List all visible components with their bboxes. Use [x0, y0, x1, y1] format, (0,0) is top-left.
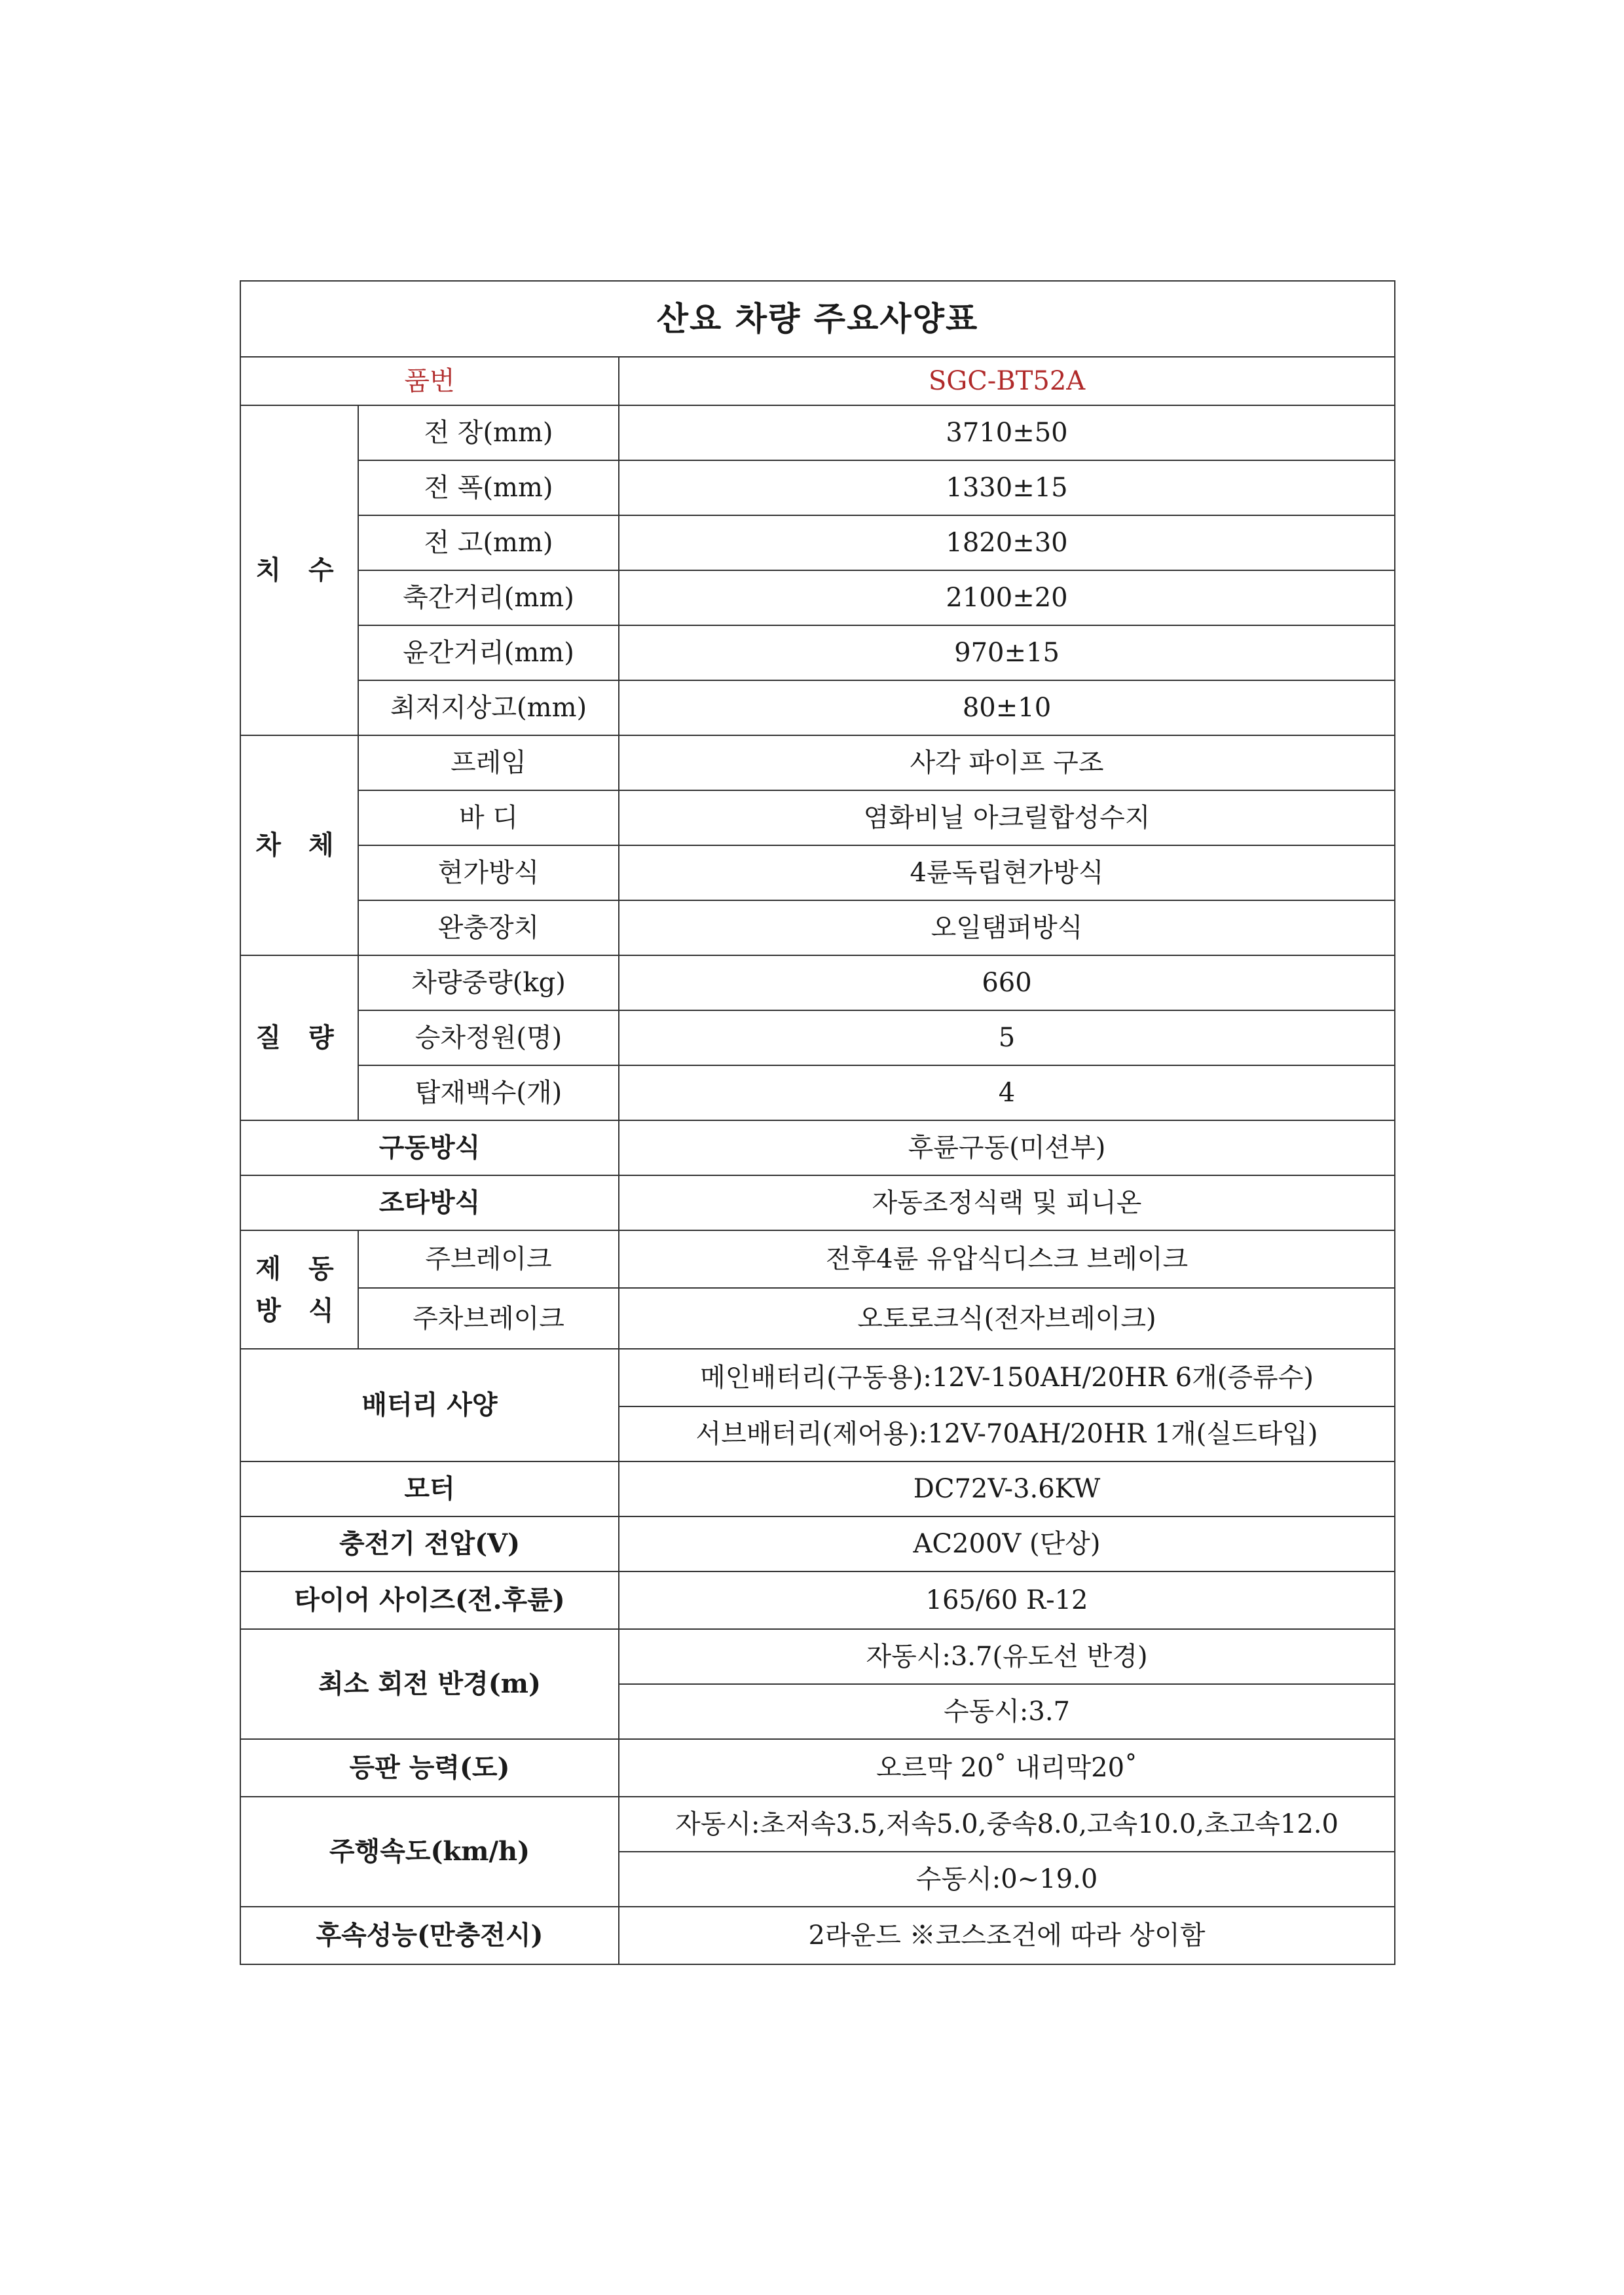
battery-label: 배터리 사양 — [240, 1349, 619, 1461]
table-row — [240, 845, 1395, 900]
row-label: 전 고(mm) — [358, 515, 619, 570]
climbing-label: 등판 능력(도) — [240, 1739, 619, 1797]
motor-value: DC72V-3.6KW — [619, 1461, 1395, 1516]
row-value: 3710±50 — [619, 405, 1395, 460]
table-row — [240, 405, 1395, 460]
model-label: 품번 — [240, 357, 619, 405]
row-label: 주브레이크 — [358, 1230, 619, 1288]
drive-value: 후륜구동(미션부) — [619, 1120, 1395, 1175]
drive-label: 구동방식 — [240, 1120, 619, 1175]
turning-auto-value: 자동시:3.7(유도선 반경) — [619, 1629, 1395, 1684]
table-row — [240, 1629, 1395, 1684]
table-row — [240, 570, 1395, 625]
row-value: 1330±15 — [619, 460, 1395, 515]
table-row — [240, 1797, 1395, 1852]
tire-value: 165/60 R-12 — [619, 1571, 1395, 1629]
row-value: 4륜독립현가방식 — [619, 845, 1395, 900]
endurance-label: 후속성능(만충전시) — [240, 1907, 619, 1964]
motor-label: 모터 — [240, 1461, 619, 1516]
row-value: 사각 파이프 구조 — [619, 735, 1395, 790]
endurance-value: 2라운드 ※코스조건에 따라 상이함 — [619, 1907, 1395, 1964]
row-value: 5 — [619, 1010, 1395, 1065]
group-brake — [240, 1230, 358, 1349]
row-value: 염화비닐 아크릴합성수지 — [619, 790, 1395, 845]
table-row-drive — [240, 1120, 1395, 1175]
table-row-endurance — [240, 1907, 1395, 1964]
row-label: 전 폭(mm) — [358, 460, 619, 515]
table-row-tire — [240, 1571, 1395, 1629]
table-row-charger — [240, 1516, 1395, 1571]
table-row-model — [240, 357, 1395, 405]
turning-manual-value: 수동시:3.7 — [619, 1684, 1395, 1739]
table-row — [240, 735, 1395, 790]
model-value: SGC-BT52A — [619, 357, 1395, 405]
row-label: 차량중량(kg) — [358, 955, 619, 1010]
turning-label: 최소 회전 반경(m) — [240, 1629, 619, 1739]
steering-label: 조타방식 — [240, 1175, 619, 1230]
group-mass: 질 량 — [240, 955, 358, 1120]
row-value: 전후4륜 유압식디스크 브레이크 — [619, 1230, 1395, 1288]
row-label: 축간거리(mm) — [358, 570, 619, 625]
row-label: 현가방식 — [358, 845, 619, 900]
table-title: 산요 차량 주요사양표 — [240, 281, 1395, 357]
battery-main-value: 메인배터리(구동용):12V-150AH/20HR 6개(증류수) — [619, 1349, 1395, 1406]
brake-group-line1: 제 동 — [255, 1253, 343, 1284]
table-row — [240, 460, 1395, 515]
row-label: 최저지상고(mm) — [358, 680, 619, 735]
row-value: 4 — [619, 1065, 1395, 1120]
row-value: 오일탬퍼방식 — [619, 900, 1395, 955]
group-dimensions: 치 수 — [240, 405, 358, 735]
row-label: 전 장(mm) — [358, 405, 619, 460]
table-row — [240, 515, 1395, 570]
row-label: 완충장치 — [358, 900, 619, 955]
table-row — [240, 1349, 1395, 1406]
climbing-value: 오르막 20˚ 내리막20˚ — [619, 1739, 1395, 1797]
speed-manual-value: 수동시:0~19.0 — [619, 1852, 1395, 1907]
table-row — [240, 625, 1395, 680]
table-row-motor — [240, 1461, 1395, 1516]
row-label: 탑재백수(개) — [358, 1065, 619, 1120]
table-row — [240, 900, 1395, 955]
row-value: 1820±30 — [619, 515, 1395, 570]
table-row-steering — [240, 1175, 1395, 1230]
charger-label: 충전기 전압(V) — [240, 1516, 619, 1571]
table-row — [240, 790, 1395, 845]
row-label: 승차정원(명) — [358, 1010, 619, 1065]
table-row — [240, 1288, 1395, 1349]
table-row — [240, 1065, 1395, 1120]
row-label: 주차브레이크 — [358, 1288, 619, 1349]
row-value: 660 — [619, 955, 1395, 1010]
battery-sub-value: 서브배터리(제어용):12V-70AH/20HR 1개(실드타입) — [619, 1406, 1395, 1461]
spec-table — [240, 280, 1395, 1965]
row-value: 2100±20 — [619, 570, 1395, 625]
charger-value: AC200V (단상) — [619, 1516, 1395, 1571]
table-row — [240, 1010, 1395, 1065]
speed-label: 주행속도(km/h) — [240, 1797, 619, 1907]
row-label: 프레임 — [358, 735, 619, 790]
row-value: 970±15 — [619, 625, 1395, 680]
speed-auto-value: 자동시:초저속3.5,저속5.0,중속8.0,고속10.0,초고속12.0 — [619, 1797, 1395, 1852]
group-body: 차 체 — [240, 735, 358, 955]
row-value: 오토로크식(전자브레이크) — [619, 1288, 1395, 1349]
steering-value: 자동조정식랙 및 피니온 — [619, 1175, 1395, 1230]
tire-label: 타이어 사이즈(전.후륜) — [240, 1571, 619, 1629]
table-row-climbing — [240, 1739, 1395, 1797]
table-row — [240, 1230, 1395, 1288]
row-label: 바 디 — [358, 790, 619, 845]
table-row — [240, 680, 1395, 735]
brake-group-line2: 방 식 — [255, 1294, 343, 1326]
row-label: 윤간거리(mm) — [358, 625, 619, 680]
row-value: 80±10 — [619, 680, 1395, 735]
table-row — [240, 955, 1395, 1010]
